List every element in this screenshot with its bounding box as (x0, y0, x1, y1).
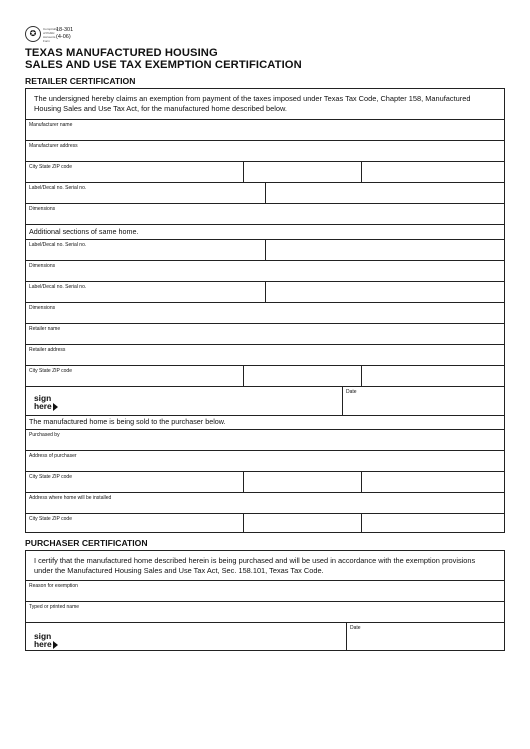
purchased-by-label: Purchased by (29, 432, 60, 438)
sold-statement-row (26, 415, 504, 429)
city-state-zip-label: City State ZIP code (29, 516, 72, 522)
title-line-1: TEXAS MANUFACTURED HOUSING (25, 47, 218, 59)
manufacturer-address-label: Manufacturer address (29, 143, 78, 149)
typed-name-field[interactable] (26, 601, 504, 622)
city-state-zip-label: City State ZIP code (29, 474, 72, 480)
label-decal-label: Label/Decal no. Serial no. (29, 284, 87, 290)
divider (243, 366, 244, 386)
sign-word: sign (34, 631, 52, 641)
additional-sections-label: Additional sections of same home. (29, 227, 139, 236)
manufacturer-city-state-zip-field[interactable] (26, 161, 504, 182)
retailer-sign-here[interactable] (34, 394, 58, 411)
dimensions-field-2[interactable] (26, 260, 504, 281)
purchaser-statement: I certify that the manufactured home described herein is being purchased and will be used in accordance with the exemption provisions under the Manufactured Housing Sales and Use Tax Act, Sec. 158.101, Texas Tax Code. (34, 556, 476, 575)
reason-for-exemption-label: Reason for exemption (29, 583, 78, 589)
sign-word: sign (34, 393, 52, 403)
divider (265, 183, 266, 203)
agency-line: of Public (43, 31, 55, 35)
form-number-block (56, 27, 73, 40)
purchased-by-field[interactable] (26, 429, 504, 450)
retailer-date-label: Date (346, 389, 357, 395)
city-state-zip-label: City State ZIP code (29, 164, 72, 170)
divider (361, 472, 362, 492)
dimensions-label: Dimensions (29, 206, 56, 212)
installed-city-state-zip-field[interactable] (26, 513, 504, 532)
manufacturer-name-field[interactable] (26, 119, 504, 140)
purchaser-sign-here[interactable] (34, 632, 58, 649)
retailer-signature-row (26, 386, 504, 415)
dimensions-field[interactable] (26, 203, 504, 224)
purchaser-city-state-zip-field[interactable] (26, 471, 504, 492)
address-of-purchaser-label: Address of purchaser (29, 453, 77, 459)
divider (342, 387, 343, 415)
page-title (25, 48, 302, 71)
city-state-zip-label: City State ZIP code (29, 368, 72, 374)
label-decal-field[interactable] (26, 182, 504, 203)
retailer-city-state-zip-field[interactable] (26, 365, 504, 386)
retailer-certification-box (25, 88, 505, 533)
purchaser-signature-row (26, 622, 504, 650)
divider (243, 472, 244, 492)
purchaser-heading: PURCHASER CERTIFICATION (25, 538, 148, 548)
divider (243, 162, 244, 182)
retailer-address-label: Retailer address (29, 347, 66, 353)
sold-statement: The manufactured home is being sold to the purchaser below. (29, 417, 226, 426)
arrow-right-icon (53, 641, 58, 649)
label-decal-field-3[interactable] (26, 281, 504, 302)
divider (243, 514, 244, 532)
dimensions-label: Dimensions (29, 305, 56, 311)
form-date: (4-06) (56, 33, 71, 40)
agency-line: Accounts (43, 35, 56, 39)
retailer-name-label: Retailer name (29, 326, 61, 332)
retailer-statement: The undersigned hereby claims an exemption from payment of the taxes imposed under Texas Tax Code, Chapter 158, Manufactured Housing Sales and Use Tax Act, for the manufactured home described below. (34, 94, 471, 113)
address-installed-field[interactable] (26, 492, 504, 513)
address-of-purchaser-field[interactable] (26, 450, 504, 471)
here-word: here (34, 401, 52, 411)
divider (361, 514, 362, 532)
retailer-address-field[interactable] (26, 344, 504, 365)
dimensions-field-3[interactable] (26, 302, 504, 323)
purchaser-certification-box (25, 550, 505, 651)
agency-line: Form (43, 39, 50, 43)
here-word: here (34, 639, 52, 649)
label-decal-label: Label/Decal no. Serial no. (29, 242, 87, 248)
divider (346, 623, 347, 650)
divider (361, 162, 362, 182)
retailer-heading: RETAILER CERTIFICATION (25, 76, 136, 86)
agency-line: Comptroller (43, 27, 59, 31)
address-installed-label: Address where home will be installed (29, 495, 112, 501)
label-decal-field-2[interactable] (26, 239, 504, 260)
typed-name-label: Typed or printed name (29, 604, 80, 610)
comptroller-seal-icon: ✪ (25, 26, 41, 42)
divider (361, 366, 362, 386)
additional-sections-row (26, 224, 504, 239)
title-line-2: SALES AND USE TAX EXEMPTION CERTIFICATION (25, 58, 302, 71)
retailer-name-field[interactable] (26, 323, 504, 344)
purchaser-date-label: Date (350, 625, 361, 631)
divider (265, 240, 266, 260)
divider (265, 282, 266, 302)
arrow-right-icon (53, 403, 58, 411)
manufacturer-name-label: Manufacturer name (29, 122, 73, 128)
manufacturer-address-field[interactable] (26, 140, 504, 161)
reason-for-exemption-field[interactable] (26, 580, 504, 601)
form-number: 18-301 (56, 27, 74, 33)
label-decal-label: Label/Decal no. Serial no. (29, 185, 87, 191)
dimensions-label: Dimensions (29, 263, 56, 269)
